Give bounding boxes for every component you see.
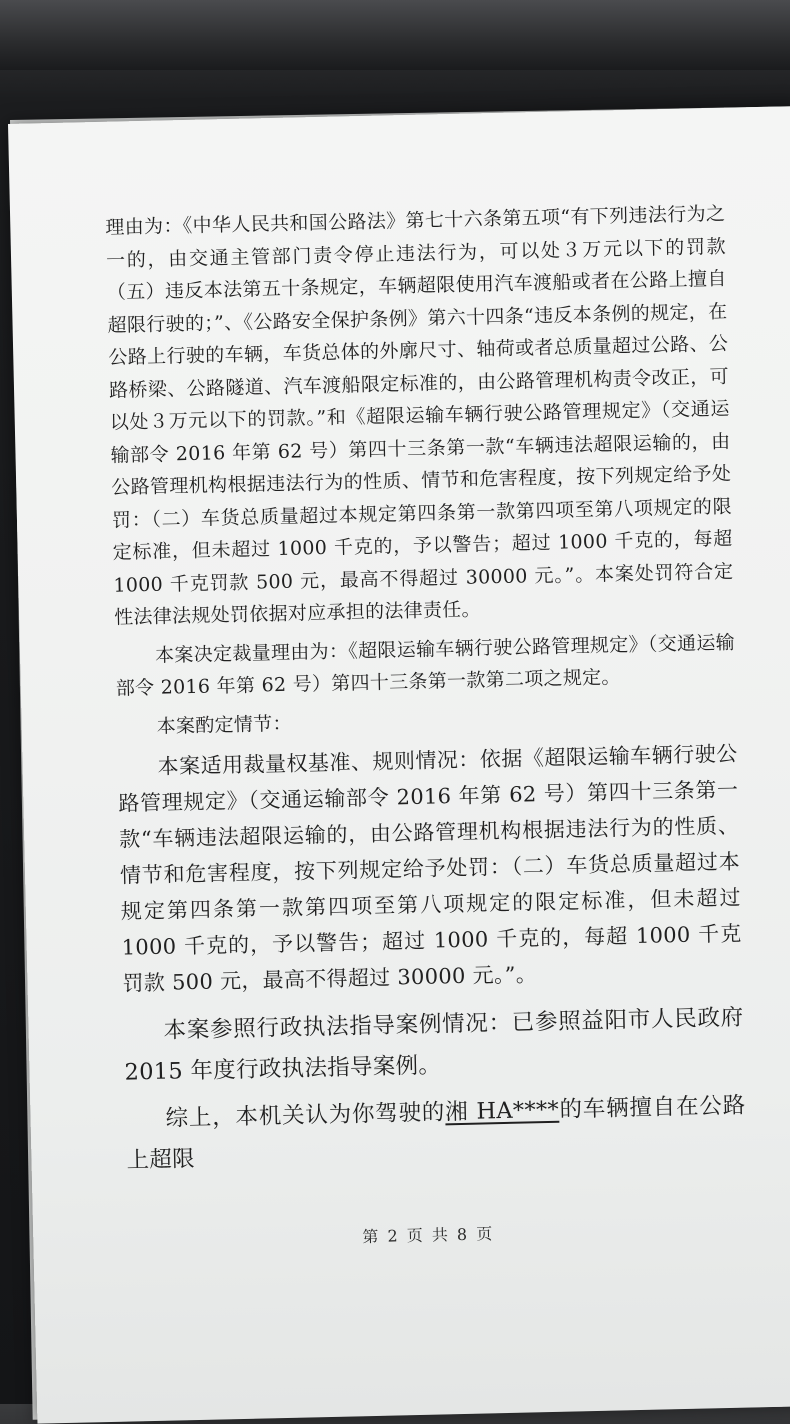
paragraph-guiding-case: 本案参照行政执法指导案例情况：已参照益阳市人民政府 2015 年度行政执法指导案例。 [124, 1004, 744, 1086]
page-footer: 第 2 页 共 8 页 [362, 1224, 495, 1247]
conclusion-prefix: 综上，本机关认为你驾驶的 [165, 1099, 446, 1132]
paragraph-conclusion [125, 1086, 747, 1182]
paragraph-legal-basis: 理由为：《中华人民共和国公路法》第七十六条第五项“有下列违法行为之一的，由交通主管部门责令停止违法行为，可以处３万元以下的罚款（五）违反本法第五十条规定，车辆超限使用汽车渡船或者在公路上擅自超限行驶的；”、《公路安全保护条例》第六十四条“违反本条例的规定，在公路上行驶的车辆，车货总体的外廓尺寸、轴荷或者总质量超过公路、公路桥梁、公路隧道、汽车渡船限定标准的，由公路管理机构责令改正，可以处３万元以下的罚款。”和《超限运输车辆行驶公路管理规定》（交通运输部令 2016 年第 62 号）第四十三条第一款“车辆违法超限运输的，由公路管理机构根据违法行为的性质、情节和危害程度，按下列规定给予处罚：（二）车货总质量超过本规定第四条第一款第四项至第八项规定的限定标准，但未超过 1000 千克的，予以警告；超过 1000 千克的，每超 1000 千克罚款 500 元，最高不得超过 30000 元。”。本案处罚符合定性法律法规处罚依据对应承担的法律责任。 [105, 202, 734, 629]
document-page [8, 106, 790, 1424]
vehicle-plate: 湘 HA**** [444, 1096, 560, 1126]
paragraph-discretion-standard: 本案适用裁量权基准、规则情况：依据《超限运输车辆行驶公路管理规定》（交通运输部令 2016 年第 62 号）第四十三条第一款“车辆违法超限运输的，由公路管理机构根据违法行为的性质、情节和危害程度，按下列规定给予处罚：（二）车货总质量超过本规定第四条第一款第四项至第八项规定的限定标准，但未超过 1000 千克的，予以警告；超过 1000 千克的，每超 1000 千克罚款 500 元，最高不得超过 30000 元。”。 [118, 741, 742, 996]
paragraph-discretion-reason: 本案决定裁量理由为：《超限运输车辆行驶公路管理规定》（交通运输部令 2016 年第 62 号）第四十三条第一款第二项之规定。 [115, 631, 736, 700]
paragraph-circumstances: 本案酌定情节： [156, 712, 293, 738]
document-body [105, 198, 747, 1182]
conclusion-suffix: 的车辆擅自在公路上超限 [126, 1092, 746, 1174]
desk-background [0, 0, 790, 70]
